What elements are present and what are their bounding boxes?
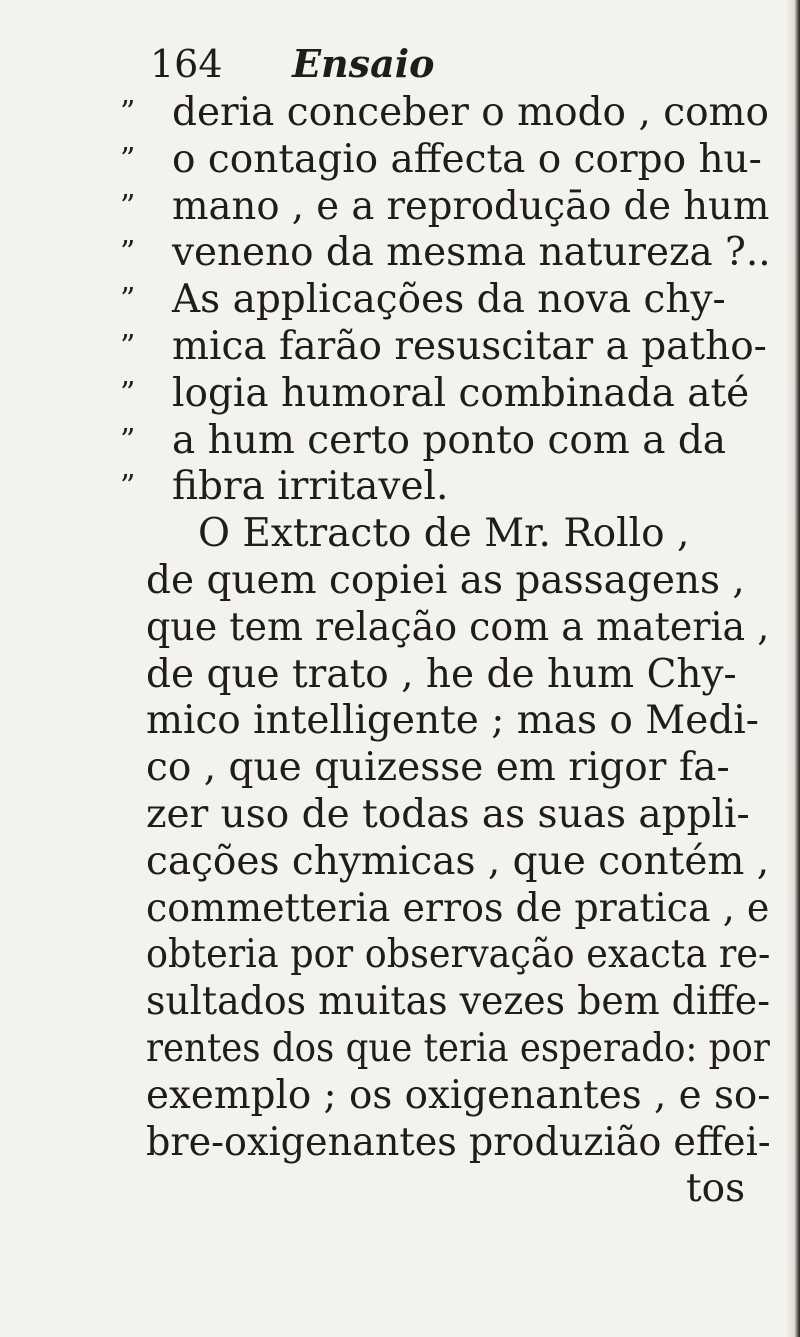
- paragraph-line-text: mico intelligente ; mas o Medi-: [146, 698, 759, 744]
- paragraph-line: [0, 745, 786, 792]
- quote-mark: ”: [120, 469, 137, 505]
- quote-mark: ”: [120, 95, 137, 130]
- paragraph-line-text: sultados muitas vezes bem diffe-: [146, 979, 770, 1025]
- paragraph-line-text: co , que quizesse em rigor fa-: [146, 745, 730, 791]
- quoted-line: [0, 371, 786, 418]
- paragraph-line: [0, 698, 786, 745]
- paragraph-line-text: O Extracto de Mr. Rollo ,: [198, 511, 690, 557]
- quoted-line: [0, 324, 786, 371]
- paragraph-line-text: rentes dos que teria esperado: por: [146, 1025, 770, 1071]
- paragraph-line-text: zer uso de todas as suas appli-: [146, 791, 750, 837]
- paragraph-line-text: exemplo ; os oxigenantes , e so-: [146, 1072, 771, 1118]
- quote-mark: ”: [120, 188, 137, 224]
- quoted-line-text: o contagio affecta o corpo hu-: [172, 136, 762, 182]
- quoted-line-text: deria conceber o modo , como: [172, 90, 770, 135]
- paragraph-line-text: commetteria erros de pratica , e: [146, 885, 770, 931]
- quoted-line: [0, 184, 786, 231]
- paragraph-line: [0, 605, 786, 652]
- quoted-line: [0, 137, 786, 184]
- paragraph-line: [0, 1026, 786, 1073]
- catchword: tos: [686, 1166, 746, 1212]
- quoted-line-text: veneno da mesma natureza ?..: [172, 230, 771, 276]
- paragraph-line: [0, 839, 786, 886]
- paragraph-line-text: cações chymicas , que contém ,: [146, 838, 770, 884]
- quoted-line: [0, 277, 786, 324]
- paragraph-line-text: bre-oxigenantes produzião effei-: [146, 1119, 771, 1165]
- quoted-line-text: logia humoral combinada até: [172, 370, 750, 416]
- paragraph-line: [0, 652, 786, 699]
- quote-mark: ”: [120, 235, 137, 271]
- quoted-line-text: mano , e a reproduçāo de hum: [172, 183, 770, 229]
- quote-mark: ”: [120, 375, 137, 411]
- paragraph-line: [0, 886, 786, 933]
- paragraph-line-text: que tem relação com a materia ,: [146, 604, 770, 650]
- quote-mark: ”: [120, 328, 137, 364]
- quote-mark: ”: [120, 141, 137, 177]
- paragraph-line: [0, 792, 786, 839]
- quoted-line-text: As applicações da nova chy-: [172, 277, 726, 323]
- paragraph-line: [0, 1120, 786, 1167]
- page-number: 164: [150, 42, 223, 86]
- paragraph-line: [0, 932, 786, 979]
- quoted-line: [0, 418, 786, 465]
- page-edge-shadow: [786, 0, 800, 1337]
- paragraph-line: [0, 1073, 786, 1120]
- paragraph-line-text: de que trato , he de hum Chy-: [146, 651, 737, 697]
- page-header: [150, 34, 434, 94]
- paragraph-first-line: [0, 511, 786, 558]
- paragraph-line: [0, 558, 786, 605]
- quoted-line-text: mica farão resuscitar a patho-: [172, 323, 767, 369]
- text-block: [0, 90, 786, 1213]
- paragraph-line: [0, 979, 786, 1026]
- quoted-line-text: fibra irritavel.: [172, 464, 449, 510]
- quoted-line: [0, 464, 786, 511]
- quoted-line-text: a hum certo ponto com a da: [172, 417, 727, 463]
- quote-mark: ”: [120, 422, 137, 458]
- paragraph-line-text: de quem copiei as passagens ,: [146, 557, 745, 603]
- quote-mark: ”: [120, 282, 137, 318]
- running-head: Ensaio: [292, 41, 435, 86]
- paragraph-line-text: obteria por observação exacta re-: [146, 932, 771, 978]
- catchword-line: [0, 1166, 786, 1213]
- quoted-line: [0, 230, 786, 277]
- quoted-line: [0, 90, 786, 137]
